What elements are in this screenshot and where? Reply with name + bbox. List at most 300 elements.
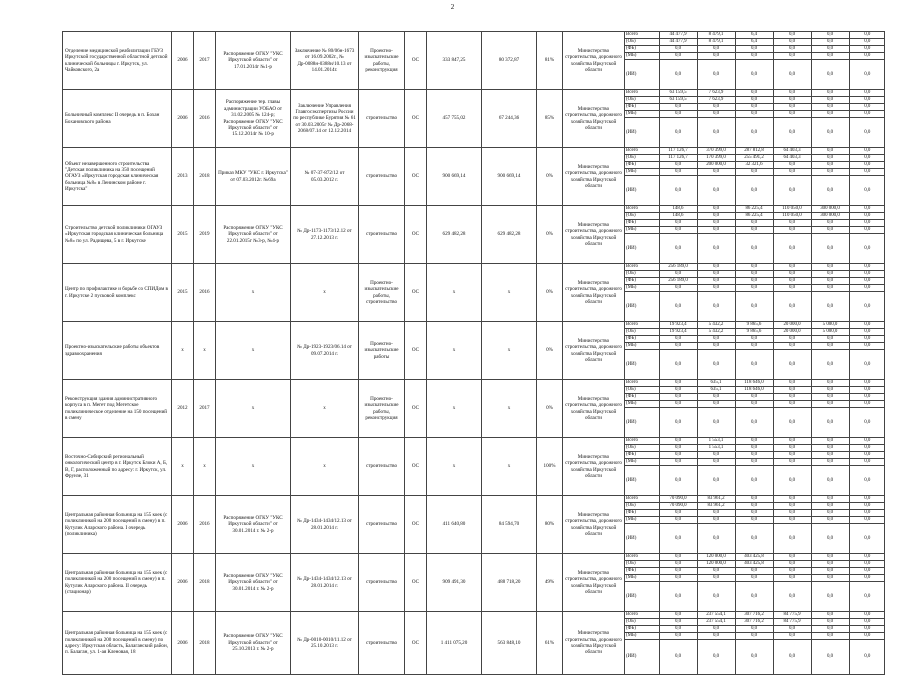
project-document: х (216, 264, 291, 322)
financing-cell (625, 148, 885, 206)
financing-value: 0,0 (697, 408, 735, 438)
financing-value: 0,0 (849, 271, 885, 278)
financing-value: 0,0 (735, 343, 773, 350)
financing-value: 287 812,8 (735, 148, 773, 155)
financing-value: 32 321,6 (735, 162, 773, 169)
financing-value: 0,0 (811, 39, 849, 46)
financing-row (625, 408, 885, 438)
financing-value: 0,0 (697, 118, 735, 148)
responsible-agency: Министерство строительства, дорожного хозяйства Иркутской области (563, 90, 625, 148)
financing-value: 0,0 (659, 568, 697, 575)
financing-row (625, 234, 885, 264)
fund-source-label: (МБ) (625, 169, 659, 176)
financing-value: 5 432,2 (697, 322, 735, 329)
financing-cell (625, 496, 885, 554)
financing-value: 0,0 (811, 104, 849, 111)
financing-cell (625, 438, 885, 496)
responsible-agency: Министерство строительства, дорожного хозяйства Иркутской области (563, 438, 625, 496)
financing-value: 0,0 (811, 619, 849, 626)
financing-value: 635,1 (697, 380, 735, 387)
financing-value: 0,0 (659, 466, 697, 496)
financing-row (625, 445, 885, 452)
financing-value: 0,0 (773, 39, 811, 46)
project-document: Распоряжение ОГКУ "УКС Иркутской области" от 30.01.2014 г. № 2-р (216, 496, 291, 554)
financing-value: 255 491,2 (735, 155, 773, 162)
financing-value: 0,0 (773, 53, 811, 60)
financing-row (625, 503, 885, 510)
financing-value: 0,0 (735, 452, 773, 459)
financing-value: 300 000,0 (811, 206, 849, 213)
financing-value: 0,0 (697, 626, 735, 633)
financing-value: 0,0 (811, 118, 849, 148)
financing-value: 0,0 (811, 466, 849, 496)
estimated-cost: 333 847,25 (427, 32, 482, 90)
financing-value: 0,0 (659, 271, 697, 278)
financing-value: 0,0 (659, 111, 697, 118)
financing-value: 0,0 (735, 401, 773, 408)
financing-value: 0,0 (735, 394, 773, 401)
fund-source-label: Всего (625, 90, 659, 97)
financing-value: 0,0 (697, 582, 735, 612)
financing-value: 70 090,0 (659, 503, 697, 510)
financing-value: 0,0 (811, 343, 849, 350)
fund-source-label: Всего (625, 264, 659, 271)
end-year: 2018 (194, 554, 216, 612)
financing-value: 0,0 (697, 206, 735, 213)
financing-value: 0,0 (811, 292, 849, 322)
financing-value: 83 961,2 (697, 503, 735, 510)
fund-source-label: (ИИ) (626, 654, 637, 659)
fund-source-label: (ОБ) (625, 561, 659, 568)
fund-source-label: (ИИ) (626, 130, 637, 135)
financing-table (625, 496, 885, 553)
remaining-cost: 84 594,70 (482, 496, 537, 554)
financing-value: 70 090,0 (659, 496, 697, 503)
remaining-cost: 563 848,10 (482, 612, 537, 675)
fund-source-label: Всего (625, 148, 659, 155)
financing-value: 0,0 (849, 568, 885, 575)
responsible-agency: Министерство строительства, дорожного хозяйства Иркутской области (563, 554, 625, 612)
financing-value: 0,0 (773, 350, 811, 380)
remaining-cost: 67 244,36 (482, 90, 537, 148)
fund-source-label: (ФБ) (625, 46, 659, 53)
financing-value: 86 225,4 (735, 213, 773, 220)
financing-value: 0,0 (849, 517, 885, 524)
project-document: Распоряжение ОГКУ "УКС Иркутской области" от 22.01.2015г №3-р, №4-р (216, 206, 291, 264)
financing-value: 0,0 (773, 169, 811, 176)
financing-value: 0,0 (697, 60, 735, 90)
financing-value: 5 000,0 (811, 329, 849, 336)
financing-value: 0,0 (849, 554, 885, 561)
financing-value: 0,0 (849, 329, 885, 336)
financing-value: 0,0 (773, 401, 811, 408)
financing-value: 0,0 (849, 39, 885, 46)
financing-value: 0,0 (735, 408, 773, 438)
financing-value: 0,0 (735, 264, 773, 271)
expertise-conclusion: х (291, 264, 359, 322)
financing-table (625, 322, 885, 379)
financing-table (625, 148, 885, 205)
fund-source-label: (ФБ) (625, 162, 659, 169)
financing-value: 110 050,0 (773, 206, 811, 213)
financing-value: 0,0 (811, 459, 849, 466)
ownership: ОС (405, 496, 427, 554)
financing-value: 0,0 (849, 264, 885, 271)
financing-value: 0,0 (697, 46, 735, 53)
financing-value: 0,0 (773, 387, 811, 394)
financing-value: 0,0 (811, 285, 849, 292)
financing-value: 0,0 (659, 234, 697, 264)
financing-value: 0,0 (849, 626, 885, 633)
financing-row (625, 452, 885, 459)
remaining-cost: х (482, 438, 537, 496)
ownership: ОС (405, 322, 427, 380)
financing-value: 0,0 (773, 176, 811, 206)
financing-value: 0,0 (773, 97, 811, 104)
financing-value: 0,0 (735, 278, 773, 285)
financing-value: 0,0 (773, 32, 811, 39)
fund-source-label: (ОБ) (625, 503, 659, 510)
financing-value: 0,0 (773, 111, 811, 118)
financing-value: 0,0 (811, 271, 849, 278)
table-row (63, 148, 885, 206)
financing-value: 0,0 (849, 408, 885, 438)
financing-value: 1 553,1 (697, 438, 735, 445)
financing-value: 19 923,4 (659, 322, 697, 329)
financing-value: 0,0 (773, 633, 811, 640)
financing-value: 0,0 (773, 640, 811, 675)
financing-value: 0,0 (773, 408, 811, 438)
financing-value: 0,0 (697, 213, 735, 220)
financing-value: 0,0 (773, 445, 811, 452)
financing-value: 0,0 (773, 510, 811, 517)
financing-row (625, 568, 885, 575)
financing-value: 0,0 (659, 220, 697, 227)
financing-value: 0,0 (735, 234, 773, 264)
financing-value: 403 425,8 (735, 561, 773, 568)
financing-value: 117 126,7 (659, 155, 697, 162)
financing-value: 84 775,9 (773, 619, 811, 626)
ownership: ОС (405, 206, 427, 264)
work-type: строительство (359, 496, 405, 554)
financing-row (625, 46, 885, 53)
estimated-cost: 909 491,30 (427, 554, 482, 612)
financing-value: 0,0 (773, 227, 811, 234)
fund-source-label: (ИИ) (626, 362, 637, 367)
financing-value: 0,0 (773, 452, 811, 459)
fund-source-label: (МБ) (625, 517, 659, 524)
financing-value: 120 000,0 (697, 554, 735, 561)
financing-table (625, 380, 885, 437)
financing-table (625, 32, 885, 89)
object-name: Больничный комплекс II очередь в п. Бохан Бохановского района (63, 90, 172, 148)
financing-value: 0,0 (849, 176, 885, 206)
start-year: 2015 (172, 264, 194, 322)
fund-source-label: (ИИ) (626, 188, 637, 193)
expertise-conclusion: № 07-37-872/12 от 05.03.2012 г. (291, 148, 359, 206)
fund-source-label: Всего (625, 380, 659, 387)
financing-value: 0,0 (697, 350, 735, 380)
fund-source-label: (ИИ) (626, 72, 637, 77)
financing-value: 0,0 (735, 90, 773, 97)
financing-value: 0,0 (849, 155, 885, 162)
financing-value: 0,0 (811, 612, 849, 619)
financing-value: 0,0 (811, 278, 849, 285)
financing-value: 403 425,8 (735, 554, 773, 561)
project-document: х (216, 438, 291, 496)
fund-source-label: (ФБ) (625, 278, 659, 285)
fund-source-label: Всего (625, 32, 659, 39)
ownership: ОС (405, 554, 427, 612)
table-row (63, 322, 885, 380)
financing-value: 110 050,0 (773, 213, 811, 220)
financing-value: 200 000,0 (697, 162, 735, 169)
financing-value: 0,0 (697, 264, 735, 271)
expertise-conclusion: Заключение Управления Главгосэкспертизы России по республике Бурятия № 61 от 30.03.2005г № Др-2068-2068/07.14 от 12.12.2014 (291, 90, 359, 148)
financing-cell (625, 322, 885, 380)
financing-row (625, 633, 885, 640)
financing-value: 0,0 (811, 640, 849, 675)
financing-row (625, 155, 885, 162)
financing-value: 0,0 (849, 97, 885, 104)
financing-value: 0,0 (735, 60, 773, 90)
financing-value: 9 865,6 (735, 329, 773, 336)
financing-value: 0,0 (735, 510, 773, 517)
financing-value: 0,0 (659, 575, 697, 582)
financing-value: 0,0 (811, 510, 849, 517)
financing-value: 0,0 (697, 633, 735, 640)
readiness-percent: 80% (537, 496, 563, 554)
financing-value: 0,0 (773, 517, 811, 524)
financing-row (625, 278, 885, 285)
ownership: ОС (405, 90, 427, 148)
financing-value: 0,0 (811, 394, 849, 401)
remaining-cost: 900 669,14 (482, 148, 537, 206)
financing-value: 0,0 (697, 640, 735, 675)
financing-value: 0,0 (849, 162, 885, 169)
financing-value: 0,0 (697, 227, 735, 234)
financing-cell (625, 612, 885, 675)
financing-value: 0,0 (659, 292, 697, 322)
work-type: Проектно-изыскательские работы, реконструкция (359, 32, 405, 90)
financing-value: 0,0 (659, 459, 697, 466)
fund-source-label: Всего (625, 438, 659, 445)
responsible-agency: Министерство строительства, дорожного хозяйства Иркутской области (563, 264, 625, 322)
financing-value: 0,0 (811, 561, 849, 568)
financing-value: 300 000,0 (811, 213, 849, 220)
ownership: ОС (405, 612, 427, 675)
financing-value: 0,0 (697, 568, 735, 575)
financing-row (625, 336, 885, 343)
financing-row (625, 111, 885, 118)
financing-value: 0,0 (697, 575, 735, 582)
financing-value: 0,0 (659, 517, 697, 524)
fund-source-label: (МБ) (625, 401, 659, 408)
object-name: Объект незавершенного строительства "Детская поликлиника на 350 посещений ОГАУЗ «Иркутская городская клиническая больница №8» в Ленинском районе г. Иркутска" (63, 148, 172, 206)
investment-objects-table (62, 31, 885, 675)
financing-value: 0,0 (735, 568, 773, 575)
financing-value: 0,0 (735, 466, 773, 496)
financing-value: 0,0 (849, 561, 885, 568)
financing-value: 0,0 (735, 496, 773, 503)
remaining-cost: х (482, 322, 537, 380)
financing-value: 9 865,6 (735, 322, 773, 329)
financing-value: 0,0 (811, 169, 849, 176)
financing-value: 0,0 (735, 176, 773, 206)
table-row (63, 438, 885, 496)
financing-row (625, 387, 885, 394)
responsible-agency: Министерство строительства, дорожного хозяйства Иркутской области (563, 148, 625, 206)
readiness-percent: 81% (537, 32, 563, 90)
financing-value: 0,0 (773, 271, 811, 278)
financing-table (625, 438, 885, 495)
estimated-cost: х (427, 322, 482, 380)
financing-table (625, 206, 885, 263)
financing-value: 0,0 (773, 380, 811, 387)
expertise-conclusion: № Др-1923-1923/06.14 от 09.07.2014 г. (291, 322, 359, 380)
financing-value: 0,0 (811, 387, 849, 394)
financing-row (625, 162, 885, 169)
financing-value: 8 479,1 (697, 32, 735, 39)
readiness-percent: 0% (537, 322, 563, 380)
financing-value: 0,0 (697, 452, 735, 459)
object-name: Центральная районная больница на 155 коек (с поликлиникой на 200 посещений в смену) в п. Кутулик Аларского района. I очередь (поликлиника) (63, 496, 172, 554)
financing-row (625, 60, 885, 90)
financing-value: 0,0 (773, 394, 811, 401)
financing-value: 0,0 (659, 227, 697, 234)
estimated-cost: х (427, 380, 482, 438)
financing-row (625, 575, 885, 582)
responsible-agency: Министерство строительства, дорожного хозяйства Иркутской области (563, 206, 625, 264)
financing-value: 0,0 (697, 176, 735, 206)
table-row (63, 496, 885, 554)
work-type: строительство (359, 438, 405, 496)
financing-value: 0,0 (811, 155, 849, 162)
fund-source-label: (ФБ) (625, 452, 659, 459)
project-document: Приказ МКУ "УКС г. Иркутска" от 07.03.2012г. №69а (216, 148, 291, 206)
financing-value: 0,0 (773, 220, 811, 227)
object-name: Центральная районная больница на 155 коек (с поликлиникой на 200 посещений в смену) по адресу: Иркутская область, Балаганский район, п. Балаган, ул. 1-ая Кленовая, 18 (63, 612, 172, 675)
readiness-percent: 0% (537, 148, 563, 206)
financing-value: 0,0 (735, 524, 773, 554)
financing-value: 0,0 (849, 612, 885, 619)
end-year: х (194, 322, 216, 380)
financing-value: 5 000,0 (811, 322, 849, 329)
readiness-percent: 49% (537, 554, 563, 612)
financing-value: 0,0 (697, 169, 735, 176)
estimated-cost: 411 640,80 (427, 496, 482, 554)
financing-value: 0,0 (659, 408, 697, 438)
financing-row (625, 350, 885, 380)
financing-value: 0,0 (735, 459, 773, 466)
financing-row (625, 329, 885, 336)
ownership: ОС (405, 148, 427, 206)
financing-value: 0,0 (849, 227, 885, 234)
financing-value: 64 403,3 (773, 148, 811, 155)
financing-row (625, 582, 885, 612)
financing-value: 0,0 (773, 561, 811, 568)
financing-value: 0,0 (849, 459, 885, 466)
financing-value: 0,0 (773, 554, 811, 561)
table-row (63, 264, 885, 322)
readiness-percent: 0% (537, 380, 563, 438)
financing-value: 0,0 (697, 271, 735, 278)
financing-value: 0,0 (773, 285, 811, 292)
financing-value: 0,0 (735, 503, 773, 510)
financing-value: 0,0 (697, 394, 735, 401)
financing-value: 0,0 (773, 575, 811, 582)
financing-value: 0,0 (849, 582, 885, 612)
financing-value: 0,0 (773, 459, 811, 466)
expertise-conclusion: х (291, 380, 359, 438)
expertise-conclusion: № Др-1434-1434/12.13 от 28.01.2014 г. (291, 496, 359, 554)
financing-row (625, 517, 885, 524)
object-name: Центральная районная больница на 155 коек (с поликлиникой на 200 посещений в смену) в п. Кутулик Аларского района. II очередь (стационар) (63, 554, 172, 612)
financing-value: 0,0 (811, 350, 849, 380)
object-name: Отделение медицинской реабилитации ГБУЗ Иркутской государственной областной детской клинической больницы г. Иркутск, ул. Чайковского, 2а (63, 32, 172, 90)
financing-value: 0,0 (811, 575, 849, 582)
financing-value: 0,0 (697, 111, 735, 118)
financing-value: 0,0 (849, 104, 885, 111)
financing-value: 0,0 (659, 633, 697, 640)
fund-source-label: (МБ) (625, 285, 659, 292)
financing-value: 0,0 (773, 466, 811, 496)
fund-source-label: (ОБ) (625, 387, 659, 394)
financing-value: 0,0 (659, 387, 697, 394)
financing-value: 20 000,0 (773, 322, 811, 329)
financing-value: 0,0 (697, 278, 735, 285)
financing-row (625, 271, 885, 278)
financing-value: 0,0 (811, 60, 849, 90)
end-year: 2016 (194, 90, 216, 148)
fund-source-label: (МБ) (625, 633, 659, 640)
fund-source-label: (ФБ) (625, 220, 659, 227)
object-name: Восточно-Сибирский региональный онкологический центр в г. Иркутск Блоки А, Б, В, Г, расположенный по адресу: г. Иркутск, ул. Фрунзе, 31 (63, 438, 172, 496)
financing-value: 0,0 (659, 394, 697, 401)
estimated-cost: х (427, 438, 482, 496)
fund-source-label: (ФБ) (625, 336, 659, 343)
remaining-cost: 488 718,20 (482, 554, 537, 612)
estimated-cost: 1 411 075,20 (427, 612, 482, 675)
fund-source-label: (ИИ) (626, 536, 637, 541)
project-document: Распоряжение ОГКУ "УКС Иркутской области" от 30.01.2014 г. № 2-р (216, 554, 291, 612)
financing-value: 0,0 (849, 496, 885, 503)
financing-value: 0,0 (659, 53, 697, 60)
financing-value: 0,0 (773, 582, 811, 612)
financing-value: 0,0 (811, 32, 849, 39)
remaining-cost: х (482, 380, 537, 438)
financing-value: 0,0 (773, 46, 811, 53)
fund-source-label: (ИИ) (626, 420, 637, 425)
financing-value: 5 432,2 (697, 329, 735, 336)
object-name: Центр по профилактике и борьбе со СПИДом в г. Иркутске 2 пусковой комплекс (63, 264, 172, 322)
financing-value: 0,0 (659, 561, 697, 568)
financing-value: 0,0 (735, 220, 773, 227)
fund-source-label: (ОБ) (625, 619, 659, 626)
financing-cell (625, 554, 885, 612)
financing-value: 8 479,1 (697, 39, 735, 46)
ownership: ОС (405, 32, 427, 90)
financing-value: 0,0 (811, 234, 849, 264)
project-document: Распоряжение тер. главы администрации УОБАО от 31.02.2005 № 124-р; Распоряжение ОГКУ "УКС Иркутской области" от 15.12.2014г № 10-р (216, 90, 291, 148)
fund-source-label: (ОБ) (625, 445, 659, 452)
work-type: строительство (359, 148, 405, 206)
financing-row (625, 401, 885, 408)
remaining-cost: х (482, 264, 537, 322)
financing-row (625, 97, 885, 104)
fund-source-label: (ФБ) (625, 626, 659, 633)
financing-value: 1 553,1 (697, 445, 735, 452)
